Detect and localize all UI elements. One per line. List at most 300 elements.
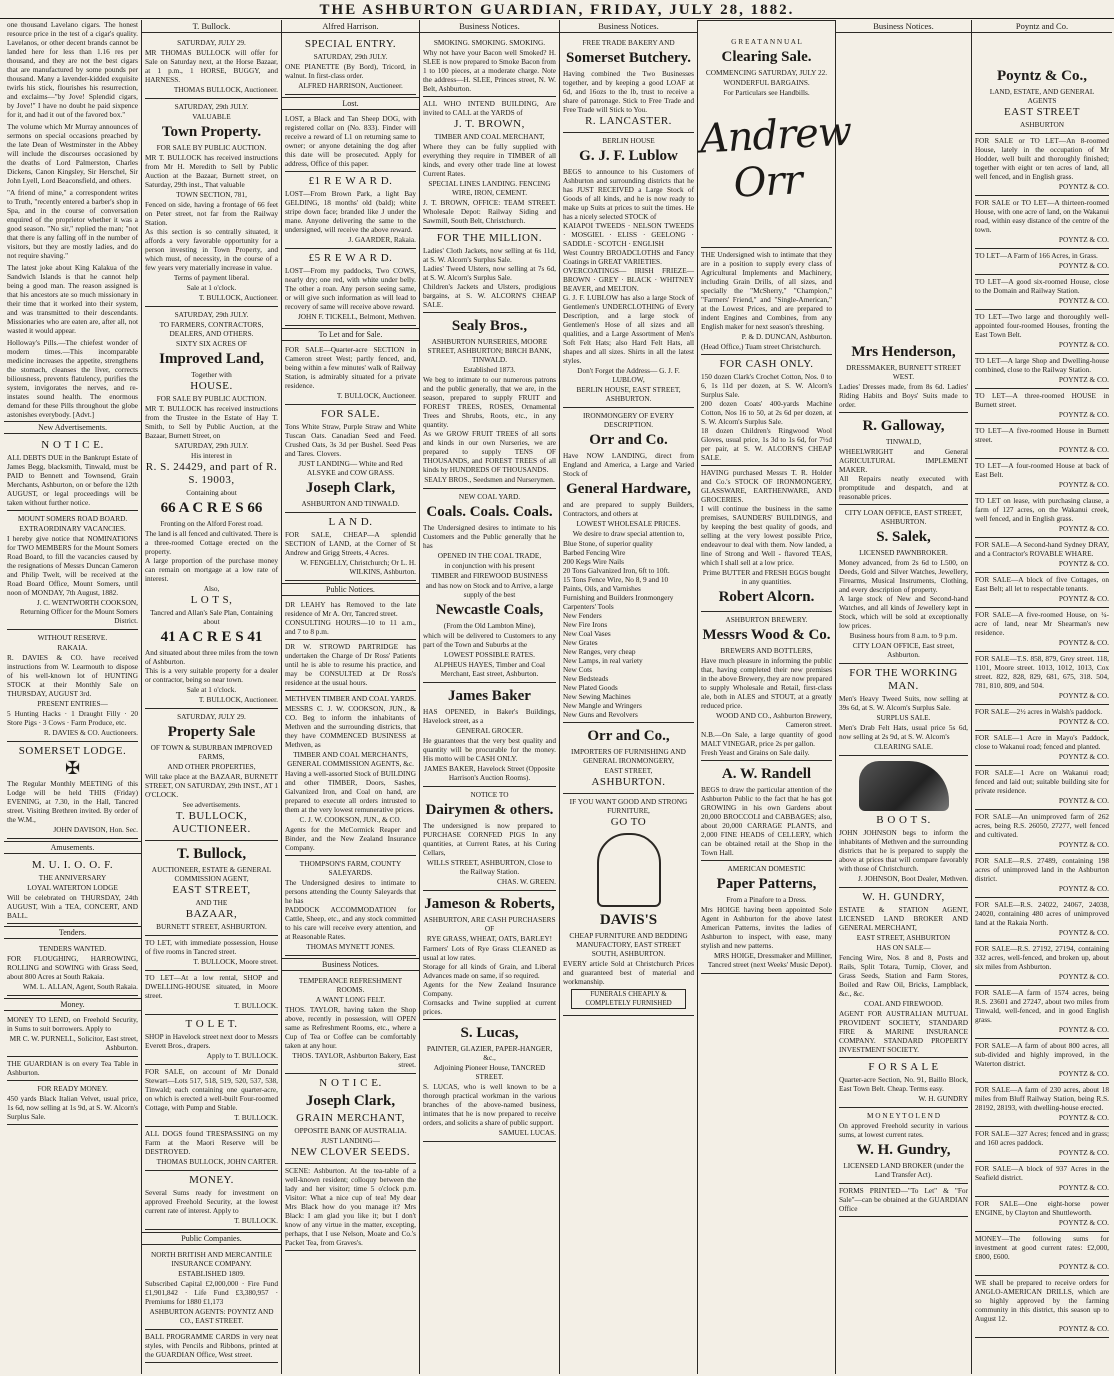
ad-signature: WOOD AND CO., Ashburton Brewery, Cameron street. (715, 711, 832, 729)
ad-improved-land (145, 307, 278, 709)
ad-gundry-forsale (839, 1058, 968, 1108)
ad-clark-forsale (285, 405, 416, 513)
ad-gundry-money (839, 1108, 968, 1184)
ad-duncan (701, 248, 832, 355)
ad-heading: B O O T S. (876, 814, 931, 826)
ad-cash-only (701, 355, 832, 466)
ad-text: JUST LANDING— White and Red ALSYKE and COW GRASS. (298, 459, 403, 477)
ad-body: Will be celebrated on THURSDAY, 24th AUGUST, With a TEA, CONCERT, AND BALL. (7, 893, 138, 920)
ad-body: ALL DEBTS DUE in the Bankrupt Estate of James Begg, blacksmith, Tinwald, must be PAID to Bennett and Townsend, Grain Merchants, Ashburton, on or before the 12th AUGUST, or legal proceedings will be taken without further notice. (7, 453, 138, 507)
poyntz-listing (975, 494, 1109, 538)
ad-body: Fresh Yeast and Grains on Sale daily. (701, 748, 810, 757)
column-header: Business Notices. (420, 20, 559, 33)
ad-north-british (145, 1247, 278, 1330)
ad-heading: DAVIS'S (599, 912, 658, 928)
ad-body: 200 dozen Coats' 400-yards Machine Cotton, Nos 16 to 50, at 2s 6d per dozen, at S. W. Alcorn's Surplus Sale. (701, 399, 832, 426)
ad-date: SATURDAY, 29th JULY. (174, 102, 249, 111)
ad-body: Having combined the Two Businesses together, and by keeping a good LOAF at 6d, and 16ozs to the lb, trust to receive a share of patronage. Stick to Free Trade and Free Trade will Stick to You. (563, 69, 694, 114)
ad-body: 450 yards Black Italian Velvet, usual price, 1s 6d, now selling at 1s 9d, at S. W. Alcorn's Surplus Sale. (7, 1094, 138, 1121)
ad-alcorn (701, 466, 832, 612)
section-lost: Lost. (282, 97, 419, 110)
listing-text: FOR SALE—R.S. 24022, 24067, 24038, 24020, containing 480 acres of unimproved land at the Rakaia North. (975, 900, 1109, 927)
list-item: New Bedsteads (563, 674, 609, 683)
ad-henderson (839, 339, 968, 413)
column-header: Business Notices. (560, 20, 697, 33)
ad-heading: Property Sale (167, 724, 256, 740)
ad-heading: F O R S A L E (868, 1061, 939, 1073)
poyntz-listing (975, 1232, 1109, 1276)
ad-subheading: TO FARMERS, CONTRACTORS, DEALERS, AND OTHERS. (159, 320, 264, 338)
ad-heading: MONEY. (189, 1174, 234, 1186)
ad-subheading: IRONMONGERY OF EVERY DESCRIPTION. (583, 411, 674, 429)
ad-body: THOS. TAYLOR, having taken the Shop above, recently in possession, will OPEN same as Refreshment Rooms, etc., where a Cup of Tea or Coffee can be comfortably taken at any hour. (285, 1005, 416, 1050)
list-item: New Grates (563, 638, 598, 647)
ad-subheading: LICENSED PAWNBROKER. (859, 548, 948, 557)
listing-text: MONEY—The following sums for investment at good current rates: £2,000, £800, £600. (975, 1234, 1109, 1261)
ad-text: LOWEST POSSIBLE RATES. (444, 650, 535, 659)
ad-body: WHEELWRIGHT and General AGRICULTURAL IMPLEMENT MAKER. (839, 447, 968, 474)
ad-heading: Jameson & Roberts, (424, 896, 555, 912)
column-header: Business Notices. (836, 20, 971, 33)
listing-signature: POYNTZ & CO. (1058, 410, 1109, 419)
ad-subheading: ASHBURTON NURSERIES, MOORE STREET, ASHBURTON; BIRCH BANK, TINWALD. (427, 337, 552, 364)
ad-heading: NEW CLOVER SEEDS. (290, 1146, 411, 1158)
ad-body: DR LEAHY has Removed to the late residence of Mr A. Orr, Tancred street. (285, 600, 416, 618)
ad-address: ASHBURTON (1019, 120, 1065, 129)
ad-signature: THOMAS BULLOCK, Auctioneer. (173, 85, 278, 94)
ad-text: For Particulars see Handbills. (723, 88, 810, 97)
ad-subheading: CHEAP FURNITURE AND BEDDING MANUFACTORY, EAST STREET SOUTH, ASHBURTON. (569, 931, 688, 958)
poyntz-listing (975, 459, 1109, 494)
ad-body: Quarter-acre Section, No. 91, Baillo Block, East Town Belt. Cheap. Terms easy. (839, 1075, 968, 1093)
ad-body: MR T. BULLOCK has received instructions from Mr H. Meredith to Sell by Public Auction at the Bazaar, Burnett street, on Saturday, 29th inst., That valuable (145, 153, 278, 189)
ad-signature: J. T. BROWN, OFFICE: TEAM STREET. Wholesale Depot: Railway Siding and Sawmill, South Belt, Christchurch. (423, 198, 556, 225)
ad-products: RYE GRASS, WHEAT, OATS, BARLEY! (426, 934, 553, 943)
ad-jt-brown (423, 97, 556, 229)
ad-address: WILLS STREET, ASHBURTON, Close to the Railway Station. (426, 858, 553, 876)
ad-body: BEGS to draw the particular attention of the Ashburton Public to the fact that he has got GROWING in his own Gardens about 20,000 BROCCOLI and CABBAGES; also, about 20,000 CARRAGE PLANTS, and 2,000 FINE HEADS of CELLERY, which can be obtained retail at the Shop in the Town Hall. (701, 785, 832, 857)
ad-address: EAST STREET, ASHBURTON (856, 933, 951, 942)
listing-signature: POYNTZ & CO. (1058, 1148, 1109, 1157)
ad-heading: SMOKING. SMOKING. SMOKING. (433, 38, 546, 47)
ad-signature: WM. L. ALLAN, Agent, South Rakaia. (22, 982, 138, 991)
ad-text: TIMBER and FIREWOOD BUSINESS (431, 571, 548, 580)
list-item: New Ranges, very cheap (563, 647, 636, 656)
ad-heading: Messrs Wood & Co. (702, 627, 831, 643)
ad-signature: W. H. GUNDRY (918, 1094, 968, 1103)
ad-tbullock-card (145, 841, 278, 936)
ad-text: GO TO (610, 816, 647, 828)
ad-signature: T. BULLOCK. (234, 1001, 278, 1010)
ad-body: LOST—From Brown Park, a light Bay GELDING, 18 months' old (bald); white stripe down face; branded like J under the mane. Anyone delivering the same to the undersigned, will receive the above reward. (285, 189, 416, 234)
ad-subheading: ASHBURTON BREWERY. (725, 615, 808, 624)
ad-subheading: DRESSMAKER, BURNETT STREET WEST. (846, 363, 961, 381)
ad-galloway (839, 413, 968, 505)
ad-body: SCENE: Ashburton. At the tea-table of a well-known resident; colloquy between the lady and her visitor; time 5 o'clock p.m. Visitor: What a nice cup of tea! My dear Mrs Black how do you manage it? Mrs Black: I am glad you like it; but I don't know of any virtue in the matter, excepting, perhaps, that I use Nelson, Moate and Co.'s Packet Tea, from Graves's. (285, 1166, 416, 1247)
ad-text: Also, (203, 584, 220, 593)
ad-body: Have much pleasure in informing the public that, having completed their new premises in the above Brewery, they are now prepared to supply Wholesale and Retail, first-class ale, both in ALES and STOUT, at a greatly reduced price. (701, 656, 832, 710)
ad-subheading: NOTICE TO (470, 790, 509, 799)
ad-body: Agents for the McCormick Reaper and Binder, and the New Zealand Insurance Company. (285, 825, 416, 852)
ad-heading: FOR THE WORKING MAN. (849, 667, 958, 692)
ad-signature: T. BULLOCK, Auctioneer. (198, 293, 278, 302)
ad-text: HOUSE. (190, 380, 233, 392)
listing-signature: POYNTZ & CO. (1058, 1025, 1109, 1034)
ad-heading: £1 R E W A R D. (308, 175, 393, 187)
ad-clearing-sale (698, 23, 853, 248)
ad-to-let-shop (145, 971, 278, 1015)
ad-body: As this section is so centrally situated, it affords a very favorable opportunity for a person investing in Town Property, and which must, of necessity, in the course of a few years very materially increase in value. (145, 227, 278, 272)
list-item: New Fire Irons (563, 620, 608, 629)
ad-heading: Clearing Sale. (721, 49, 812, 65)
poyntz-listing (975, 810, 1109, 854)
ad-body: G. J. F. LUBLOW has also a large Stock of Gentlemen's UNDERCLOTHING of Every Description, and a large stock of Gentlemen's Hose of all sizes and all qualities, and a Large Assortment of Men's Soft Felt Hats; also Hard Felt Hats, all shapes and all sizes. Shirts in all the latest styles. (563, 293, 694, 365)
ad-text: L O T S, (190, 594, 233, 606)
ad-signature: W. H. Gundry, (856, 1142, 951, 1158)
ad-body: DR W. STROWD PARTRIDGE has undertaken the Charge of Dr Ross' Patients until he is able to resume his practice, and may be CONSULTED at Dr Ross's residence at the usual hours. (285, 642, 416, 687)
article-cigars: one thousand Lavelano cigars. The honest resource price in the test of a cigar's quality. Lavelanos, or other decent brands cannot be landed here for less than 1.16 res per thousand, and they are not the best cigars that are manufactured by some pounds per thousand. Many a lavender-kidded exquisite twirls his stick, flourishes his resurrection, and exclaims—"by Jove! Splendid cigars, by Jove!" I have no doubt he paid sixpence for it, and had it out of the favored box." (7, 20, 138, 119)
ad-item-list (563, 539, 694, 719)
ad-subheading: SIXTY SIX ACRES OF (176, 339, 247, 348)
ad-body: Tons White Straw, Purple Straw and White Tuscan Oats. Canadian Seed and Feed. Crushed Oats, 3s 3d per Bushel. Seed Peas and Tares. Clovers. (285, 422, 416, 458)
listing-text: FOR SALE—R.S. 27489, containing 198 acres of unimproved land in the Ashburton district. (975, 856, 1109, 883)
ad-lublow (563, 133, 694, 408)
ad-to-let-havelock (145, 1015, 278, 1065)
ad-text: His interest in (191, 451, 232, 460)
listing-text: TO LET—A good six-roomed House, close to the Domain and Railway Station. (975, 277, 1109, 295)
ad-quarter-acre (285, 343, 416, 405)
poyntz-listing (975, 1083, 1109, 1127)
ad-temperance (285, 973, 416, 1074)
ad-address: BURNETT STREET, ASHBURTON. (156, 922, 267, 931)
ad-dogs (145, 1127, 278, 1171)
ad-body: HAVING purchased Messrs T. R. Holder and Co.'s STOCK OF IRONMONGERY, GLASSWARE, EARTHENWARE, AND GROCERIES. (701, 468, 832, 504)
ad-text: Containing about (186, 488, 237, 497)
ad-dr-leahy (285, 598, 416, 640)
column-header: T. Bullock. (142, 20, 281, 33)
ad-heading: S. Lucas, (460, 1025, 519, 1041)
ad-heading: T O L E T. (185, 1018, 238, 1030)
ad-body: A large proportion of the purchase money can remain on mortgage at a low rate of interest. (145, 556, 278, 583)
ad-sealy-bros (423, 313, 556, 489)
listing-signature: POYNTZ & CO. (1058, 1324, 1109, 1333)
list-item: New Fenders (563, 611, 602, 620)
ad-signature: ALFRED HARRISON, Auctioneer. (298, 81, 403, 90)
ad-orr-importers (563, 723, 694, 794)
ad-heading: G. J. F. Lublow (579, 148, 678, 164)
listing-signature: POYNTZ & CO. (1058, 638, 1109, 647)
poyntz-listing (975, 573, 1109, 608)
ad-poyntz-header (975, 35, 1109, 134)
ad-address: BAZAAR, (185, 908, 238, 920)
ad-forms (839, 1184, 968, 1217)
ad-body: Several Sums ready for investment on approved Freehold Security, at the lowest current rate of interest. Apply to (145, 1188, 278, 1215)
ad-subheading: BERLIN HOUSE (602, 136, 655, 145)
listing-signature: POYNTZ & CO. (1058, 928, 1109, 937)
ad-body: S. LUCAS, who is well known to be a thorough practical workman in the various branches of the above-named business, intimates that he is now prepared to receive orders, and solicits a share of public support. (423, 1082, 556, 1127)
ad-subheading: AUCTIONEER, ESTATE & GENERAL COMMISSION AGENT, (151, 865, 272, 883)
listing-signature: POYNTZ & CO. (1058, 840, 1109, 849)
ad-s-lucas (423, 1020, 556, 1142)
ad-heading: TEMPERANCE REFRESHMENT ROOMS. (298, 976, 403, 994)
ad-acres: 66 A C R E S 66 (160, 500, 263, 516)
ad-subheading: FOR SALE BY PUBLIC AUCTION. (156, 143, 267, 152)
ad-dr-partridge (285, 640, 416, 691)
ad-to-let-house (145, 936, 278, 971)
ad-money-bullock (145, 1171, 278, 1230)
poyntz-listing (975, 1039, 1109, 1083)
ad-heading: MOUNT SOMERS ROAD BOARD. (17, 514, 128, 523)
ad-body: The undersigned is now prepared to PURCHASE CORNFED PIGS In any quantities, at Current Rates, at his Curing Cellars, (423, 821, 556, 857)
ad-body: Have NOW LANDING, direct from England and America, a Large and Varied Stock of (563, 451, 694, 478)
column-4 (420, 20, 560, 1374)
listing-text: FOR SALE—A five-roomed House, on ¼-acre of land, near Mr Shearman's new residence. (975, 610, 1109, 637)
listing-text: TO LET—A Farm of 166 Acres, in Grass. (975, 251, 1098, 260)
ad-date: SATURDAY, 29th JULY. (174, 441, 249, 450)
ad-heading: A. W. Randell (721, 766, 812, 782)
ad-heading: Poyntz & Co., (997, 68, 1087, 84)
listing-text: FOR SALE—One eight-horse power ENGINE, by Clayton and Shuttleworth. (975, 1199, 1109, 1217)
ad-subheading: ESTABLISHED 1809. (178, 1269, 245, 1278)
ad-list: KAIAPOI TWEEDS · NELSON TWEEDS · MOSGIEL · ELISS · GEELONG · SADDLE · SCOTCH · ENGLISH (563, 221, 694, 248)
ad-heading: Newcastle Coals, (435, 602, 544, 618)
ad-text: JUST LANDING— (321, 1136, 380, 1145)
ad-subheading: G R E A T A N N U A L (731, 37, 802, 46)
ad-signature: MR C. W. PURNELL, Solicitor, East street, Ashburton. (9, 1034, 138, 1052)
ad-body: Mrs HOIGE having been appointed Sole Agent in Ashburton for the above latest American Patterns, invites the ladies of Ashburton to inspect, with ease, many stylish and new patterns. (701, 905, 832, 950)
ad-body: The Undersigned desires to intimate to his Customers and the Public generally that he has (423, 523, 556, 550)
ad-body: JOHN JOHNSON begs to inform the inhabitants of Methven and the surrounding districts that he is prepared to supply the above at prices that will compare favorably with those of Christchurch. (839, 828, 968, 873)
ad-body: He guarantees that the very best quality and quantity will be procurable for the money. His motto will be CASH ONLY. (423, 736, 556, 763)
ad-body: A large stock of New and Second-hand Watches, and all kinds of Jewellery kept in Stock, which will be sold at exceptionally low prices. (839, 594, 968, 630)
ad-body: On approved Freehold security in various sums, at lowest current rates. (839, 1121, 968, 1139)
poyntz-listing (975, 538, 1109, 573)
ad-signature: T. BULLOCK. (234, 1216, 278, 1225)
ad-subheading: FOR SALE BY PUBLIC AUCTION. (156, 394, 267, 403)
ad-signature: MRS HOIGE, Dressmaker and Milliner, Tancred street (next Weeks' Music Depot). (707, 951, 832, 969)
listing-signature: POYNTZ & CO. (1058, 1069, 1109, 1078)
ad-property-sale (145, 709, 278, 841)
ad-text: From a Pinafore to a Dress. (726, 895, 807, 904)
ad-body: SHOP in Havelock street next door to Messrs Everett Bros., drapers. (145, 1032, 278, 1050)
ad-lodge-name: LOYAL WATERTON LODGE (27, 883, 118, 892)
listing-text: FOR SALE—A block of five Cottages, on East Belt; all let to respectable tenants. (975, 575, 1109, 593)
ad-body: Ladies' Dresses made, from 8s 6d. Ladies' Riding Habits and Boys' Suits made to order. (839, 382, 968, 409)
ad-boots (839, 756, 968, 888)
ad-name: J. T. BROWN, (454, 118, 525, 130)
section-public-companies: Public Companies. (142, 1232, 281, 1245)
list-item: 20 Tons Galvanized Iron, 6ft to 10ft. (563, 566, 670, 575)
ad-body: Having a well-assorted Stock of BUILDING and other TIMBER, Doors, Sashes, Galvanized Iron, and Coal on hand, are prepared to execute all orders intrusted to them at the very lowest remunerative prices. (285, 769, 416, 814)
listing-text: FOR SALE or TO LET—An 8-roomed House, lately in the occupation of Mr Hodder, well built and thoroughly finished; together with eight or ten acres of land, all well fenced, and in English grass. (975, 136, 1109, 181)
ad-wood-brewery (701, 612, 832, 761)
ad-subheading: COAL AND FIREWOOD. (864, 999, 943, 1008)
poyntz-listings (975, 134, 1109, 1338)
ad-heading: T. Bullock, (176, 846, 247, 862)
ad-heading: R. Galloway, (862, 418, 945, 434)
ad-body: TO LET, with immediate possession, House of five rooms in Tancred street. (145, 938, 278, 956)
ad-heading: L A N D. (328, 516, 373, 528)
poyntz-listing (975, 766, 1109, 810)
furniture-emblem-icon (597, 833, 661, 907)
listing-text: FOR SALE—R.S. 27192, 27194, containing 332 acres, well-fenced, and broken up, about six miles from Ashburton. (975, 944, 1109, 971)
ad-acres: 41 A C R E S 41 (160, 629, 263, 645)
listing-signature: POYNTZ & CO. (1058, 752, 1109, 761)
ad-body: All Repairs neatly executed with promptitude and despatch, and at reasonable prices. (839, 474, 968, 501)
section-business-notices: Business Notices. (282, 958, 419, 971)
ad-sections: R. S. 24429, and part of R. S. 19003, (145, 461, 278, 486)
poyntz-listing (975, 275, 1109, 310)
ad-heading: Sealy Bros., (451, 318, 528, 334)
ad-heading: WITHOUT RESERVE. (37, 633, 108, 642)
ad-subheading: HAS ON SALE— (876, 943, 931, 952)
ad-body: We beg to intimate to our numerous patrons and the public generally, that we are, in the season, prepared to supply FRUIT and FOREST TREES, ROSES, Ornamental Trees and Shrubs, Roots, etc., in any quantity. (423, 375, 556, 429)
ad-for-sale-stewart (145, 1065, 278, 1127)
listing-signature: POYNTZ & CO. (1058, 972, 1109, 981)
column-2 (142, 20, 282, 1374)
ad-paper-patterns (701, 861, 832, 974)
ad-body: Money advanced, from 2s 6d to L500, on Deeds, Gold and Silver Watches, Jewellery, Firearms, Musical Instruments, Clothing, and every description of property. (839, 558, 968, 594)
ad-address: OPPOSITE BANK OF AUSTRALIA. (294, 1126, 407, 1135)
ad-subheading: BREWERS AND BOTTLERS, (720, 646, 813, 655)
ad-subheading: AMERICAN DOMESTIC (727, 864, 806, 873)
ad-body: FOR SALE, on account of Mr Donald Stewart—Lots 517, 518, 519, 520, 537, 538, Tinwald; each containing one quarter-acre, on which is erected a well-built Four-roomed Cottage, with Pump and Stable. (145, 1067, 278, 1112)
ad-somerset-butchery (563, 35, 694, 133)
ad-body: THE Undersigned wish to intimate that they are in a position to supply every class of Agricultural Implements and Machinery, including Grain Drills, of all sizes, and specially the "McSherry," "Champion," "Farmers' Friend," and "Single-American," at the Lowest Prices, and are prepared to indent Engines and Combines, from any English maker for next season's threshing. (701, 250, 832, 331)
ad-body: Men's Heavy Tweed Suits, now selling at 39s 6d, at S. W. Alcorn's Surplus Sale. (839, 694, 968, 712)
ad-body: MONEY TO LEND, on Freehold Security, in Sums to suit borrowers. Apply to (7, 1015, 138, 1033)
listing-signature: POYNTZ & CO. (1058, 691, 1109, 700)
ad-working-man (839, 664, 968, 756)
ad-subheading: SPECIAL LINES LANDING. FENCING WIRE, IRON, CEMENT. (428, 179, 551, 197)
column-header: Alfred Harrison. (282, 20, 419, 33)
ad-text: and has now on Stock and to Arrive, a large supply of the best (425, 581, 554, 599)
ad-subheading: IMPORTERS OF FURNISHING AND GENERAL IRONMONGERY, (571, 747, 686, 765)
ad-body: THE GUARDIAN is on every Tea Table in Ashburton. (7, 1059, 138, 1077)
ad-body: As we GROW FRUIT TREES of all sorts and kinds in our own Nurseries, we are prepared to supply TENS OF THOUSANDS, and FOREST TREES of all kinds by HUNDREDS OF THOUSANDS. (423, 429, 556, 474)
ad-body: FOR SALE, CHEAP—A splendid SECTION of LAND, at the Corner of St Andrew and Grigg Streets, 4 Acres. (285, 530, 416, 557)
ad-entries: 5 Hunting Hacks · 1 Draught Filly · 20 Store Pigs · 3 Cows · Farm Produce, etc. (7, 709, 138, 727)
ad-body: ALL DOGS found TRESPASSING on my Farm at the Maori Reserve will be DESTROYED. (145, 1129, 278, 1156)
ad-date: SATURDAY, JULY 29. (177, 712, 246, 721)
ad-signature: W. FENGELLY, Christchurch; Or L. H. WILKINS, Ashburton. (300, 558, 416, 576)
listing-text: FOR SALE—1 Acre in Mayo's Paddock, close to Wakanui road; fenced and planted. (975, 733, 1109, 751)
poyntz-listing (975, 986, 1109, 1039)
ad-subheading: GENERAL GROCER. (455, 726, 524, 735)
ad-heading: Town Property. (161, 124, 262, 140)
ad-reward-5 (285, 249, 416, 326)
ad-signature: T. BULLOCK. (234, 1113, 278, 1122)
ad-text: AND THE (195, 898, 228, 907)
ad-body: FOR FLOUGHING, HARROWING, ROLLING and SOWING with Grass Seed, about 800 Acres at South Rakaia. (7, 954, 138, 981)
ad-heading: FOR READY MONEY. (37, 1084, 108, 1093)
column-6 (698, 20, 853, 1374)
ad-heading: FOR THE MILLION. (436, 232, 543, 244)
ad-notice-debts (7, 436, 138, 511)
listing-signature: POYNTZ & CO. (1058, 717, 1109, 726)
ad-ready-money (7, 1081, 138, 1125)
column-1 (4, 20, 142, 1374)
ad-body: and are prepared to supply Builders, Contractors, and others at (563, 500, 694, 518)
ad-body: MR THOMAS BULLOCK will offer for Sale on Saturday next, at the Horse Bazaar, at 1 p.m., 1 HORSE, BUGGY, and HARNESS. (145, 48, 278, 84)
listing-signature: POYNTZ & CO. (1058, 480, 1109, 489)
ad-address: BERLIN HOUSE, EAST STREET, ASHBURTON. (576, 385, 681, 403)
ad-randell (701, 761, 832, 861)
ad-heading: N O T I C E. (319, 1077, 382, 1089)
ad-body: LOST—From my paddocks, Two COWS, nearly dry; one red, with white under belly. The other a roan. Any person seeing same, or will give such information as will lead to recovery of same will receive above reward. (285, 266, 416, 311)
ad-body: MR T. BULLOCK has received instructions from the Trustee in the Estate of Hay T. Smith, to Sell by Public Auction, at the Bazaar, Burnett Street, on (145, 404, 278, 440)
listing-text: FOR SALE—A block of 937 Acres in the Seafield district. (975, 1164, 1109, 1182)
ad-signature: THOMAS MYNETT JONES. (306, 942, 395, 951)
ad-land (285, 513, 416, 581)
ad-body: which will be delivered to Customers to any part of the Town and Suburbs at the (423, 631, 556, 649)
listing-signature: POYNTZ & CO. (1058, 445, 1109, 454)
ad-heading: Dairymen & others. (425, 802, 554, 818)
article-holloway: Holloway's Pills.—The chiefest wonder of modern times.—This incomparable medicine increases the appetite, strengthens the stomach, cleanses the liver, corrects biliousness, prevents flatulency, purifies the system, invigorates the nerves, and re-instates sound health. The enormous demand for these Pills throughout the globe astonishes everybody. [Advt.] (7, 338, 138, 419)
ad-body: ESTATE & STATION AGENT, LICENSED LAND BROKER AND GENERAL MERCHANT, (839, 905, 968, 932)
poyntz-listing (975, 196, 1109, 249)
ad-text: WONDERFUL BARGAINS. (723, 78, 810, 87)
ad-body: Men's Drab Felt Hats, usual price 5s 6d, now selling at 2s 9d, at S. W. Alcorn's (839, 723, 968, 741)
column-7 (836, 20, 972, 1374)
ad-tenders (7, 941, 138, 996)
ad-jameson-roberts (423, 891, 556, 1020)
poyntz-listing (975, 1197, 1109, 1232)
ad-lost-dog (285, 112, 416, 172)
ad-body: BALL PROGRAMME CARDS in very neat styles, with Pencils and Ribbons, printed at the GUARDIAN Office, West street. (145, 1332, 278, 1359)
list-item: New Cots (563, 665, 592, 674)
ad-text: Tancred and Allan's Sale Plan, Containing about (150, 608, 273, 626)
ad-guardian (7, 1057, 138, 1081)
ad-signature: JOHN F. TICKELL, Belmont, Methven. (297, 312, 416, 321)
ad-body: The land is all fenced and cultivated. There is a three-roomed Cottage erected on the property. (145, 529, 278, 556)
ad-body: Fenced on side, having a frontage of 66 feet on Peter street, not far from the Railway Station. (145, 200, 278, 227)
ad-subheading: GRAIN MERCHANT, (296, 1112, 405, 1124)
listing-signature: POYNTZ & CO. (1058, 1218, 1109, 1227)
ad-body: Why not have your Bacon well Smoked? H. SLEE is now prepared to Smoke Bacon from 1 to 100 pieces, at a moderate charge. Note the address—H. SLEE, Princes street, N. W. Belt, Ashburton. (423, 48, 556, 93)
ad-body: ALL WHO INTEND BUILDING, Are invited to CALL at the YARDS of (423, 99, 556, 117)
ad-body: Ladies' Tweed Ulsters, now selling at 7s 6d, at S. W. Alcorn's Surplus Sale. (423, 264, 556, 282)
listing-text: TO LET—A three-roomed HOUSE in Burnett street. (975, 391, 1109, 409)
ad-subheading: AND OTHER PROPERTIES, (167, 762, 256, 771)
boot-icon (859, 761, 949, 811)
ad-body: I hereby give notice that NOMINATIONS for TWO MEMBERS for the Mount Somers Road Board, to fill the vacancies caused by the resignations of Messrs Duncan Cameron and Philip Twelt, will be received at the Road Board Office, Mount Somers, until noon of MONDAY, 7th August, 1882. (7, 534, 138, 597)
ad-text: Don't Forget the Address— G. J. F. LUBLOW, (577, 366, 680, 384)
poyntz-listing (975, 608, 1109, 652)
list-item: New Guns and Revolvers (563, 710, 638, 719)
ad-smoking (423, 35, 556, 97)
listing-text: FOR SALE—1 Acre on Wakanui road; fenced and laid out; suitable building site for private residence. (975, 768, 1109, 795)
poyntz-listing (975, 1127, 1109, 1162)
ad-signature: CITY LOAN OFFICE, East street, Ashburton. (852, 641, 955, 659)
ad-davies (7, 630, 138, 742)
column-5 (560, 20, 698, 1374)
ad-text: OPENED IN THE COAL TRADE, (437, 551, 542, 560)
ad-signature: T. BULLOCK, Auctioneer. (198, 695, 278, 704)
ad-name: Joseph Clark, (305, 1093, 396, 1109)
ad-signature: JAMES BAKER, Havelock Street (Opposite Harrison's Auction Rooms). (424, 764, 555, 782)
section-money: Money. (4, 998, 141, 1011)
ad-subheading: CITY LOAN OFFICE, EAST STREET, ASHBURTON. (844, 508, 963, 526)
ad-heading: THOMPSON'S FARM, COUNTY SALEYARDS. (299, 859, 402, 877)
listing-signature: POYNTZ & CO. (1058, 1262, 1109, 1271)
poyntz-listing (975, 1276, 1109, 1338)
listing-text: FOR SALE or TO LET—A thirteen-roomed House, with one acre of land, on the Wakanui road, within easy distance of the centre of the town. (975, 198, 1109, 234)
ad-body: 150 dozen Clark's Crochet Cotton, Nos. 0 to 6, 1s 11d per dozen, at S. W. Alcorn's Surplus Sale. (701, 372, 832, 399)
ad-body: TO LET—At a low rental, SHOP and DWELLING-HOUSE situated, in Moore street. (145, 973, 278, 1000)
article-kalakua: The latest joke about King Kalakua of the Sandwich Islands is that he cannot help being a good man. The reason assigned is that his ancestors ate so much missionary in their time that it worked into their system, and was transmitted to their descendants. Missionaries who are eaten are, after all, not wasted it would appear. (7, 263, 138, 335)
ad-text: LOWEST WHOLESALE PRICES. (576, 519, 681, 528)
